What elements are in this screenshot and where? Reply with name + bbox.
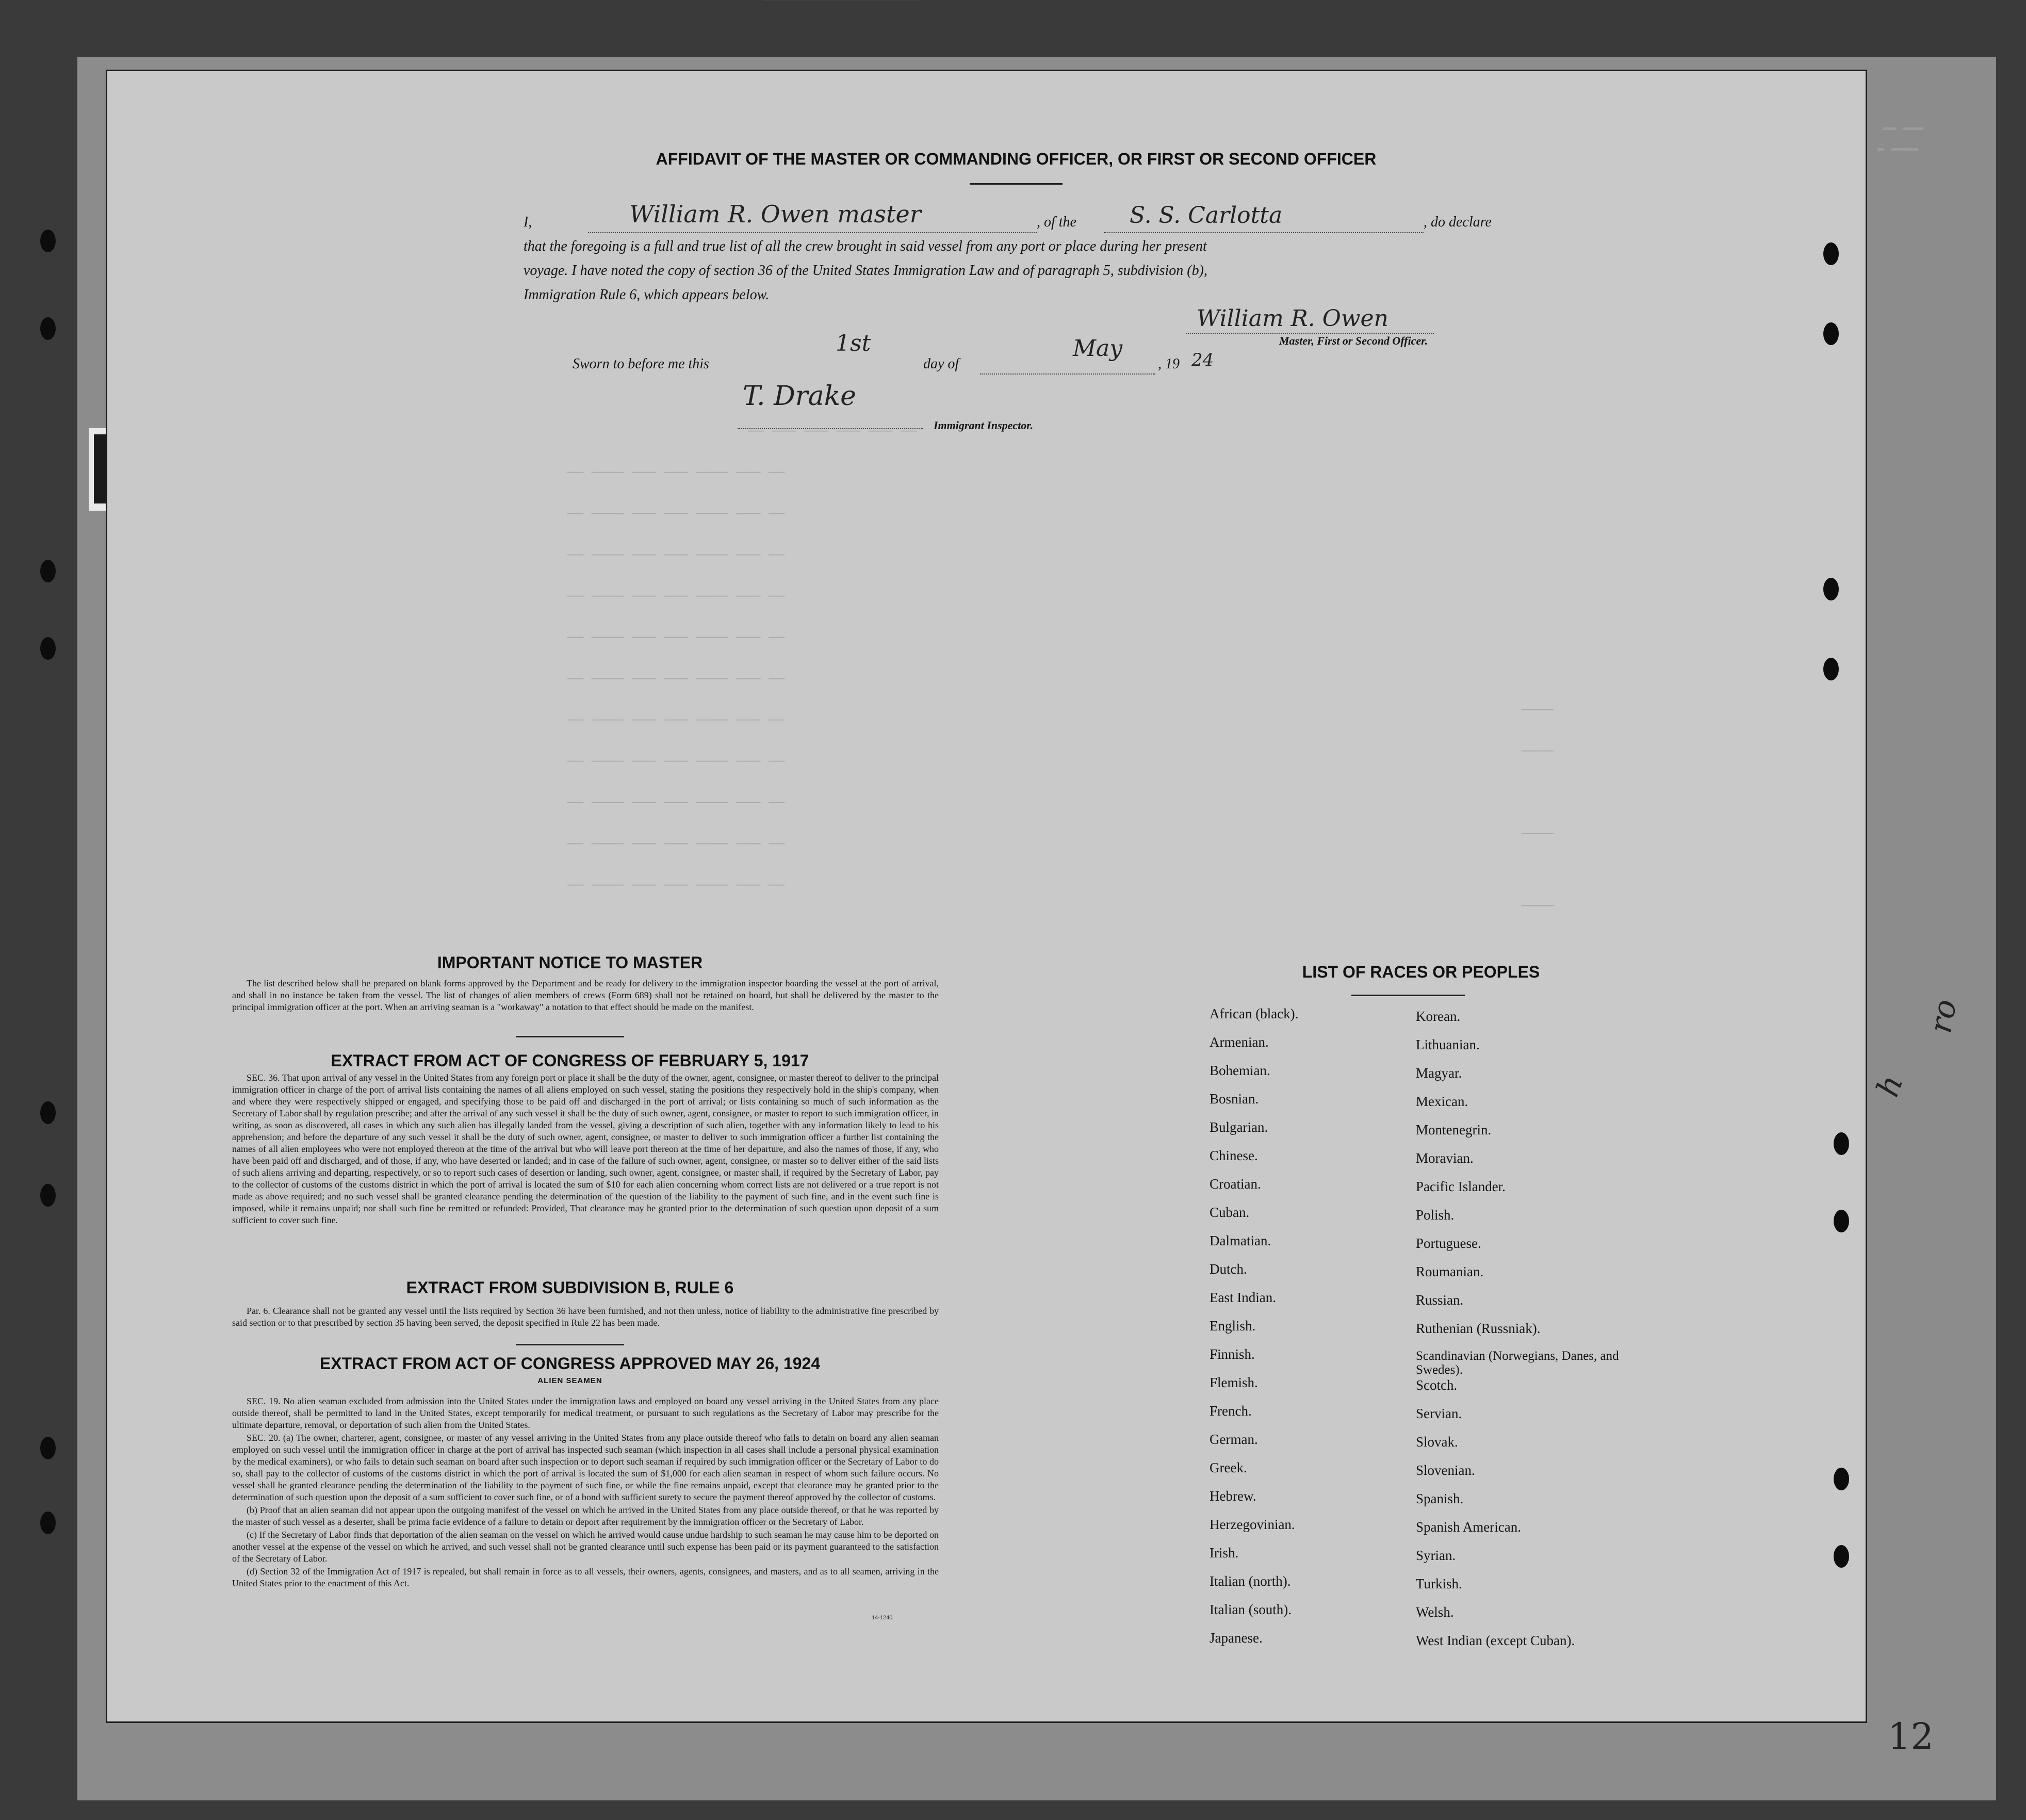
pronoun-label: I, bbox=[524, 214, 532, 230]
binder-hole bbox=[1834, 1132, 1849, 1155]
race-item: Slovenian. bbox=[1416, 1463, 1475, 1478]
race-item: West Indian (except Cuban). bbox=[1416, 1633, 1575, 1648]
declarant-name: William R. Owen master bbox=[629, 200, 921, 228]
race-item: East Indian. bbox=[1210, 1290, 1276, 1305]
officer-caption: Master, First or Second Officer. bbox=[1279, 334, 1428, 347]
margin-note: ro bbox=[1922, 997, 1964, 1036]
race-item: Chinese. bbox=[1210, 1148, 1258, 1163]
race-item: Korean. bbox=[1416, 1009, 1461, 1024]
inspector-signature: T. Drake bbox=[743, 381, 856, 412]
binder-hole bbox=[1834, 1468, 1849, 1490]
affidavit-line-2: that the foregoing is a full and true list of all the crew brought in said vessel from any port or place during her present bbox=[524, 238, 1207, 254]
binder-hole bbox=[40, 1512, 56, 1534]
race-item: Bohemian. bbox=[1210, 1063, 1270, 1078]
race-item: Welsh. bbox=[1416, 1604, 1454, 1620]
binder-hole bbox=[40, 1184, 56, 1207]
race-item: German. bbox=[1210, 1432, 1258, 1447]
of-the-label: , of the bbox=[1037, 214, 1076, 230]
race-item: Syrian. bbox=[1416, 1548, 1456, 1563]
notice-text: The list described below shall be prepared on blank forms approved by the Department and be ready for delivery to the immigration inspector boarding the vessel at the port of arrival, and shall in no instance be taken from the vessel. The list of changes of alien members of crews (Form 689) shall not be retained on board, but shall be delivered by the master to the principal immigration officer at the port. When an arriving seaman is a "workaway" a notation to that effect should be made on the manifest. bbox=[232, 978, 939, 1012]
day-of-label: day of bbox=[923, 356, 959, 372]
race-item: Hebrew. bbox=[1210, 1488, 1256, 1504]
officer-signature-line bbox=[1186, 333, 1434, 334]
races-column-1 bbox=[1210, 1006, 1406, 1659]
races-title: LIST OF RACES OR PEOPLES bbox=[1302, 963, 1540, 981]
race-item: Scandinavian (Norwegians, Danes, and Swedes). bbox=[1416, 1349, 1619, 1377]
binder-hole bbox=[1823, 322, 1839, 345]
vessel-line bbox=[1104, 232, 1424, 233]
race-item: Spanish. bbox=[1416, 1491, 1464, 1506]
section-rule bbox=[516, 1036, 624, 1037]
races-column-2 bbox=[1416, 1009, 1632, 1661]
race-item: Montenegrin. bbox=[1416, 1122, 1492, 1138]
race-item: English. bbox=[1210, 1318, 1256, 1334]
race-item: Bulgarian. bbox=[1210, 1119, 1268, 1135]
race-item: Ruthenian (Russniak). bbox=[1416, 1321, 1541, 1336]
race-item: Turkish. bbox=[1416, 1576, 1462, 1591]
binder-hole bbox=[40, 1101, 56, 1124]
race-item: Cuban. bbox=[1210, 1205, 1250, 1220]
race-item: Bosnian. bbox=[1210, 1091, 1259, 1107]
officer-signature: William R. Owen bbox=[1197, 305, 1388, 332]
extract-1924-paragraph: (d) Section 32 of the Immigration Act of 1917 is repealed, but shall remain in force as to all vessels, their owners, agents, consignees, and masters, and as to all seamen, arriving in the United States prior to the enactment of this Act. bbox=[232, 1566, 939, 1588]
day-line bbox=[763, 0, 918, 1]
races-rule bbox=[1351, 995, 1465, 996]
extract-1924-paragraph: SEC. 20. (a) The owner, charterer, agent, consignee, or master of any vessel arriving in the United States from any place outside thereof who fails to detain on board any alien seaman employed on such vessel until the immigration officer in charge at the port of arrival has inspected such seaman (which inspection in all cases shall include a personal physical examination by the medical examiners), or who fails to detain such seaman on board after such inspection or to deport such seaman if required by such immigration officer or the Secretary of Labor to do so, shall pay to the collector of customs of the customs district in which the port of arrival is located the sum of $1,000 for each alien seaman in respect of whom such failure occurs. No vessel shall be granted clearance pending the determination of the liability to the payment of such fine, or while the fine remains unpaid, except that clearance may be granted prior to the determination of such question upon the deposit of a sum sufficient to cover such fine, or of a bond with sufficient surety to secure the payment thereof approved by the collector of customs. bbox=[232, 1433, 939, 1502]
binder-hole bbox=[1823, 658, 1839, 680]
affidavit-title: AFFIDAVIT OF THE MASTER OR COMMANDING OFFICER, OR FIRST OR SECOND OFFICER bbox=[656, 150, 1377, 168]
race-item: Scotch. bbox=[1416, 1377, 1458, 1393]
race-item: Croatian. bbox=[1210, 1176, 1261, 1192]
race-item: Lithuanian. bbox=[1416, 1037, 1480, 1052]
extract-1917-text: SEC. 36. That upon arrival of any vessel in the United States from any foreign port or place it shall be the duty of the owner, agent, consignee, or master thereof to deliver to the principal immigration officer in charge of the port of arrival lists containing the names of all aliens employed on such vessel, stating the positions they respectively hold in the ship's company, when and where they were respectively shipped or engaged, and specifying those to be paid off and discharged in the port of arrival; or lists containing so much of such information as the Secretary of Labor shall by regulation prescribe; and after the arrival of any such vessel it shall be the duty of such owner, agent, consignee, or master to report to such immigration officer, in writing, as soon as discovered, all cases in which any such alien has illegally landed from the vessel, giving a description of such alien, together with any information likely to lead to his apprehension; and before the departure of any such vessel it shall be the duty of such owner, agent, consignee, or master to deliver to such immigration officer a further list containing the names of all alien employees who were not employed thereon at the time of the arrival but who will leave port thereon at the time of her departure, and also the names of those, if any, who have been paid off and discharged, and of those, if any, who have deserted or landed; and in case of the failure of such owner, agent, consignee, or master so to deliver either of the said lists of such aliens arriving and departing, respectively, or so to report such cases of desertion or landing, such owner, agent, consignee, or master shall, if required by the Secretary of Labor, pay to the collector of customs of the customs district in which the port of arrival is located the sum of $10 for each alien concerning whom correct lists are not delivered or a true report is not made as above required; and no such vessel shall be granted clearance pending the determination of the question of the liability to the payment of such fine, and in the event such fine is imposed, while it remains unpaid; nor shall such fine be remitted or refunded: Provided, That clearance may be granted prior to the determination of such question upon deposit of a sum sufficient to cover such fine. bbox=[232, 1072, 939, 1225]
race-item: Italian (north). bbox=[1210, 1573, 1291, 1589]
do-declare-label: , do declare bbox=[1424, 214, 1492, 230]
race-item: Russian. bbox=[1416, 1292, 1464, 1308]
section-rule bbox=[516, 1344, 624, 1345]
race-item: Mexican. bbox=[1416, 1094, 1468, 1109]
race-item: Magyar. bbox=[1416, 1065, 1462, 1081]
title-rule bbox=[970, 183, 1063, 185]
sworn-day: 1st bbox=[836, 330, 871, 356]
race-item: Spanish American. bbox=[1416, 1519, 1521, 1535]
race-item: Greek. bbox=[1210, 1460, 1247, 1475]
race-item: Finnish. bbox=[1210, 1346, 1255, 1362]
race-item: Armenian. bbox=[1210, 1034, 1269, 1050]
race-item: Japanese. bbox=[1210, 1630, 1263, 1646]
extract-rule6-title: EXTRACT FROM SUBDIVISION B, RULE 6 bbox=[406, 1278, 734, 1297]
race-item: Herzegovinian. bbox=[1210, 1517, 1295, 1532]
binder-hole bbox=[1823, 242, 1839, 265]
margin-note: h bbox=[1869, 1070, 1910, 1102]
binder-hole bbox=[1834, 1210, 1849, 1232]
extract-1924-paragraph: SEC. 19. No alien seaman excluded from admission into the United States under the immigration laws and employed on board any vessel arriving in the United States from any place outside thereof, shall be permitted to land in the United States, except temporarily for medical treatment, or pursuant to such regulations as the Secretary of Labor may prescribe for the ultimate departure, removal, or deportation of such alien from the United States. bbox=[232, 1396, 939, 1430]
binder-hole bbox=[40, 637, 56, 660]
race-item: Irish. bbox=[1210, 1545, 1239, 1561]
race-item: Pacific Islander. bbox=[1416, 1179, 1506, 1194]
race-item: Dutch. bbox=[1210, 1261, 1247, 1277]
binder-hole bbox=[40, 1437, 56, 1459]
inspector-signature-line bbox=[738, 428, 923, 429]
inspector-caption: Immigrant Inspector. bbox=[934, 419, 1034, 432]
race-item: Italian (south). bbox=[1210, 1602, 1292, 1617]
race-item: Dalmatian. bbox=[1210, 1233, 1271, 1248]
race-item: Slovak. bbox=[1416, 1434, 1458, 1450]
tape-strip-shadow bbox=[94, 434, 106, 503]
binder-hole bbox=[40, 230, 56, 252]
extract-1924-paragraph: (b) Proof that an alien seaman did not appear upon the outgoing manifest of the vessel on which he arrived in the United States from any place outside thereof, or that he was reported by the master of such vessel as a deserter, shall be prima facie evidence of a failure to detain or deport after requirement by the immigration officer or the Secretary of Labor. bbox=[232, 1505, 939, 1527]
binder-hole bbox=[1823, 578, 1839, 600]
binder-hole bbox=[40, 560, 56, 582]
form-number: 14-1240 bbox=[872, 1615, 893, 1621]
sworn-year: 24 bbox=[1191, 350, 1214, 370]
notice-title: IMPORTANT NOTICE TO MASTER bbox=[437, 953, 703, 972]
binder-hole bbox=[1834, 1545, 1849, 1568]
binder-hole bbox=[40, 317, 56, 340]
extract-1924-title: EXTRACT FROM ACT OF CONGRESS APPROVED MAY 26, 1924 bbox=[319, 1354, 821, 1373]
year-prefix: , 19 bbox=[1158, 356, 1180, 372]
affidavit-line-4: Immigration Rule 6, which appears below. bbox=[524, 287, 770, 303]
race-item: French. bbox=[1210, 1403, 1252, 1419]
race-item: Moravian. bbox=[1416, 1150, 1474, 1166]
race-item: Flemish. bbox=[1210, 1375, 1258, 1390]
race-item: African (black). bbox=[1210, 1006, 1299, 1021]
extract-rule6-text: Par. 6. Clearance shall not be granted any vessel until the lists required by Section 36 have been furnished, and not then unless, notice of liability to the administrative fine prescribed by said section or to that prescribed by section 35 having been served, the deposit specified in Rule 22 has been made. bbox=[232, 1306, 939, 1328]
vessel-name: S. S. Carlotta bbox=[1130, 202, 1283, 229]
sworn-prefix: Sworn to before me this bbox=[573, 356, 709, 372]
name-line bbox=[588, 232, 1037, 233]
race-item: Roumanian. bbox=[1416, 1264, 1484, 1279]
race-item: Portuguese. bbox=[1416, 1236, 1481, 1251]
extract-1924-text bbox=[232, 1395, 939, 1590]
race-item: Servian. bbox=[1416, 1406, 1462, 1421]
margin-note: 12 bbox=[1888, 1715, 1934, 1758]
sworn-month: May bbox=[1073, 335, 1123, 362]
extract-1917-title: EXTRACT FROM ACT OF CONGRESS OF FEBRUARY 5, 1917 bbox=[331, 1051, 809, 1070]
extract-1924-paragraph: (c) If the Secretary of Labor finds that deportation of the alien seaman on the vessel on which he arrived would cause undue hardship to such seaman he may cause him to be deported on another vessel at the expense of the vessel on which he arrived, and such vessel shall not be granted clearance until such expense has been paid or its payment guaranteed to the satisfaction of the Secretary of Labor. bbox=[232, 1530, 939, 1564]
month-line bbox=[980, 373, 1155, 375]
extract-1924-subtitle: ALIEN SEAMEN bbox=[537, 1376, 602, 1385]
race-item: Polish. bbox=[1416, 1207, 1455, 1223]
affidavit-line-3: voyage. I have noted the copy of section 36 of the United States Immigration Law and of paragraph 5, subdivision (b), bbox=[524, 263, 1207, 279]
